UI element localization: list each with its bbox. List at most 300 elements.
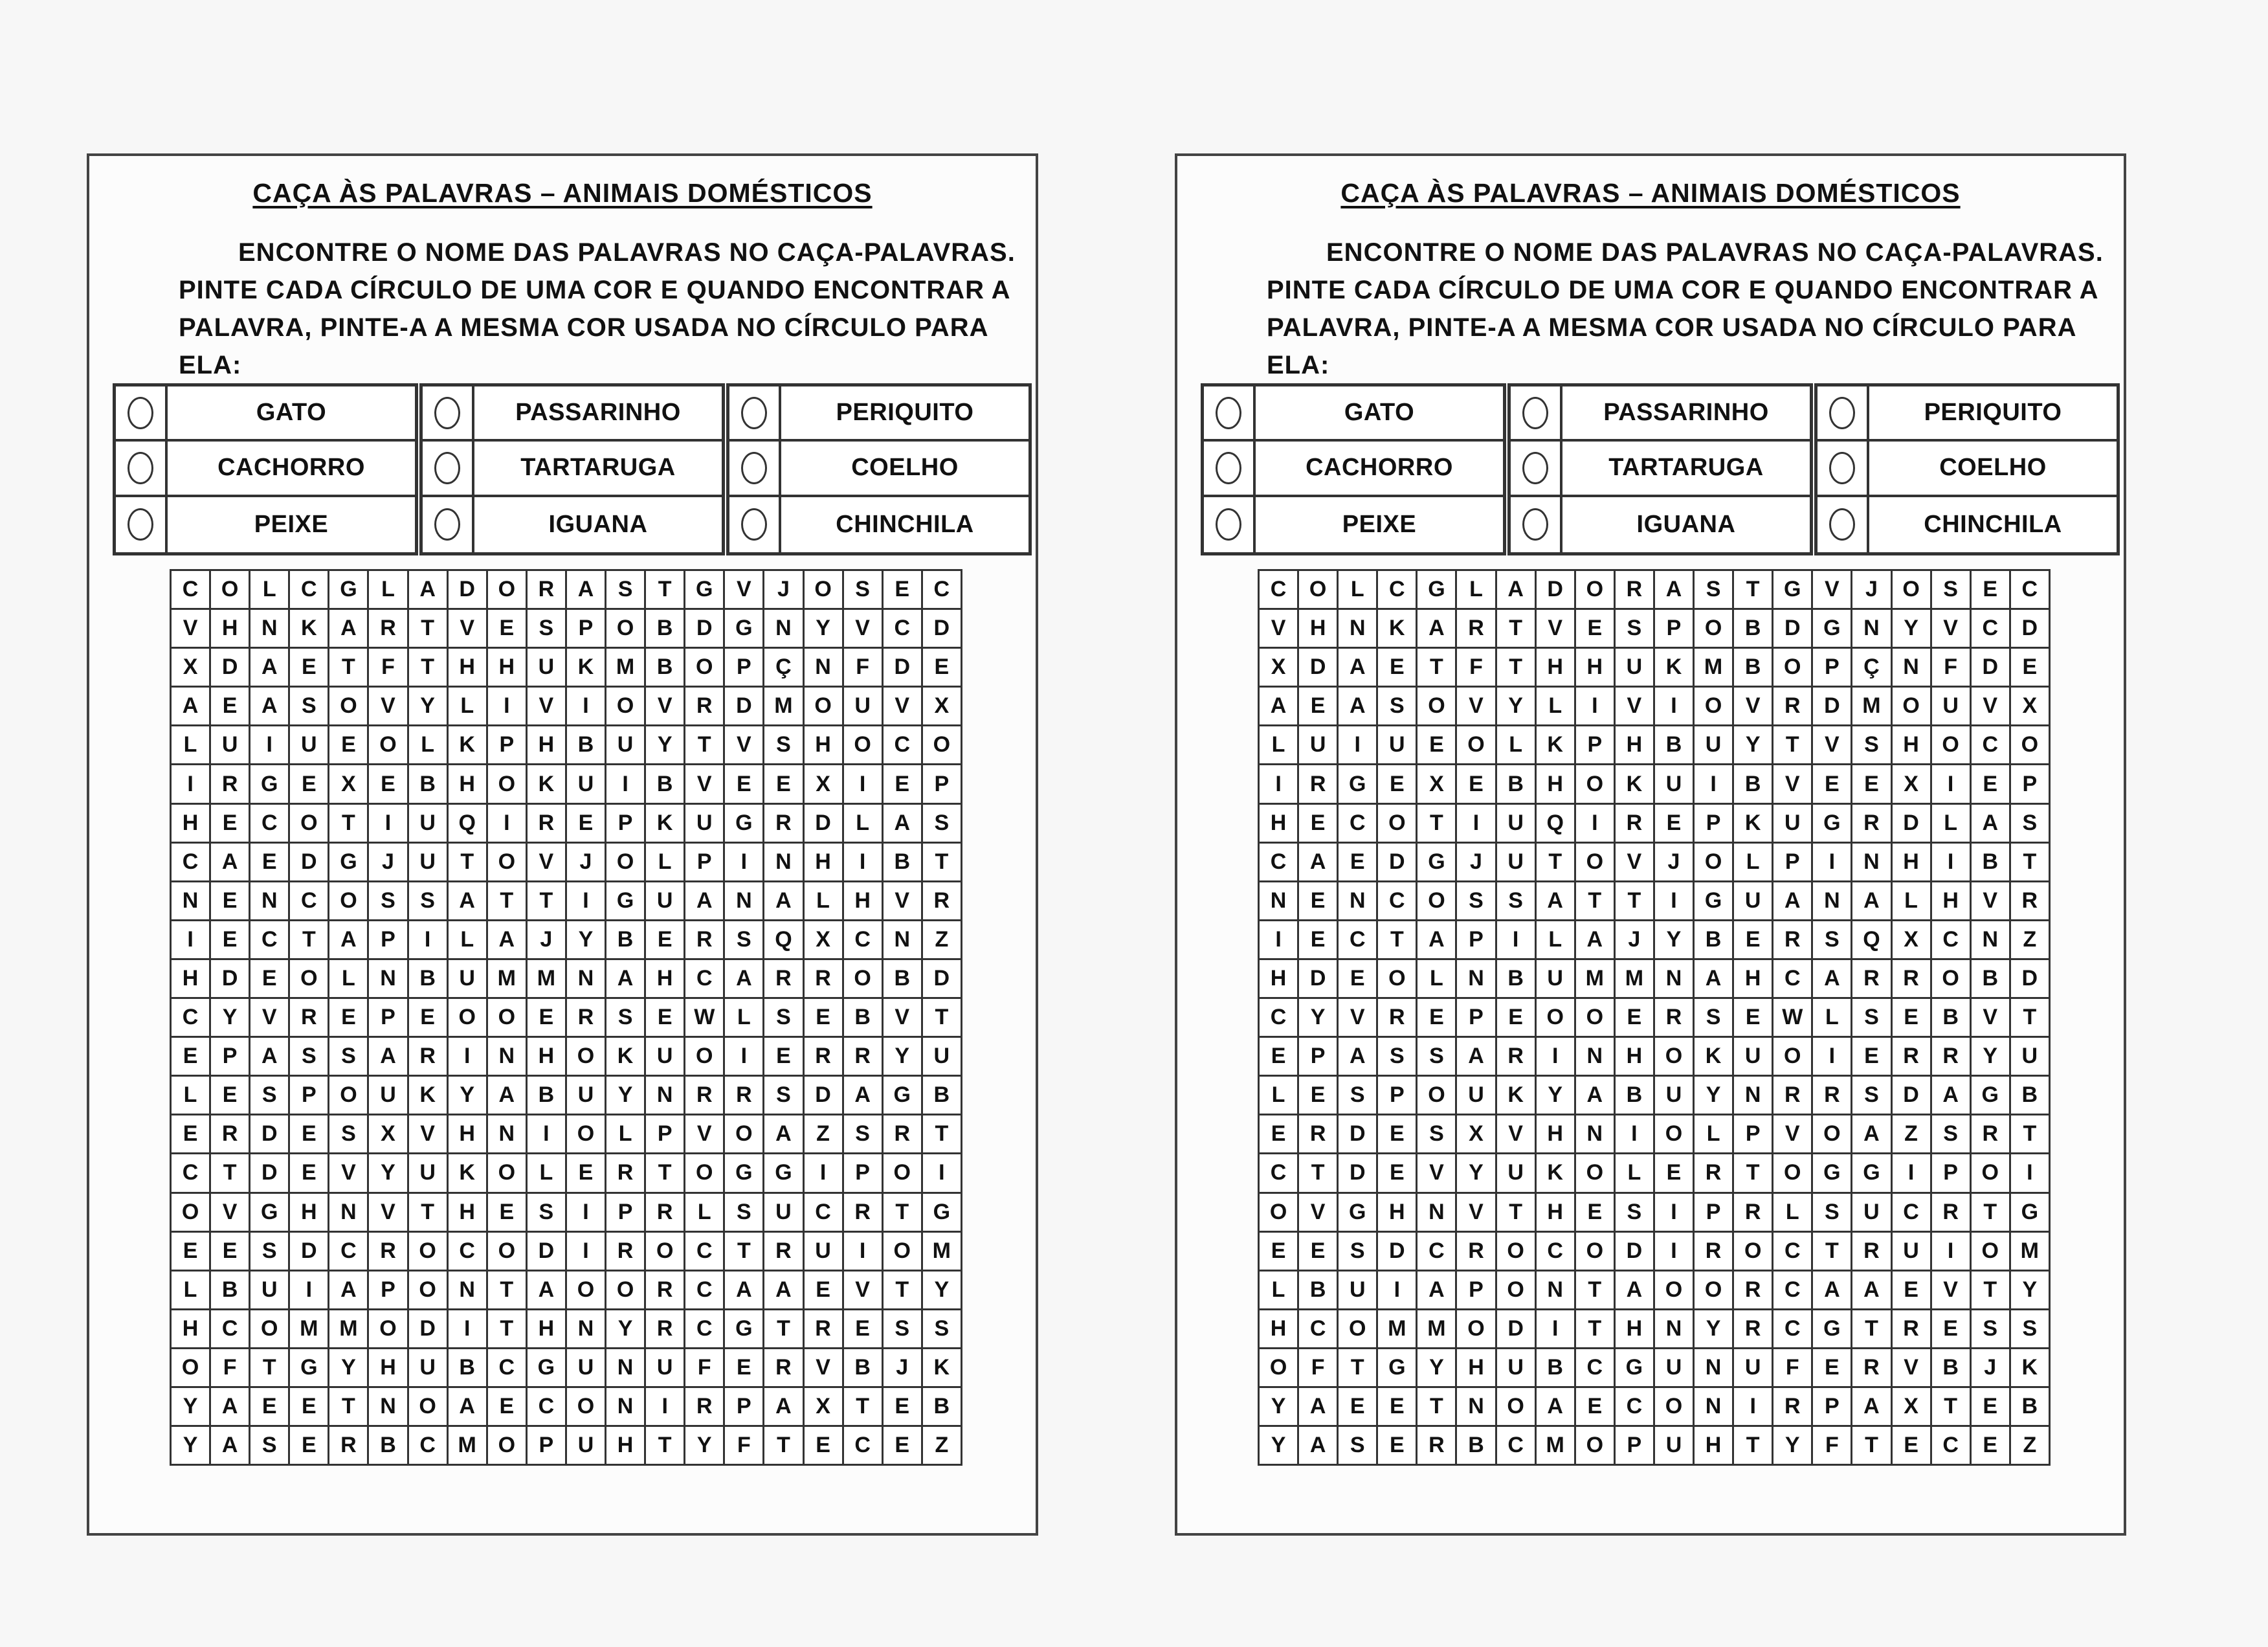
grid-cell[interactable]: S [1852,726,1891,765]
grid-cell[interactable]: R [210,1115,250,1154]
grid-cell[interactable]: O [2010,726,2049,765]
grid-cell[interactable]: V [882,998,922,1037]
grid-cell[interactable]: R [803,1037,843,1076]
grid-cell[interactable]: H [1733,959,1773,998]
grid-cell[interactable]: V [1535,609,1575,648]
grid-cell[interactable]: C [2010,570,2049,609]
grid-cell[interactable]: G [289,1348,329,1387]
grid-cell[interactable]: C [1259,998,1298,1037]
grid-cell[interactable]: G [1417,570,1456,609]
grid-cell[interactable]: N [803,648,843,687]
grid-cell[interactable]: C [526,1387,566,1426]
grid-cell[interactable]: O [1773,1037,1812,1076]
grid-cell[interactable]: K [1694,1037,1733,1076]
grid-cell[interactable]: H [1575,648,1614,687]
grid-cell[interactable]: T [250,1348,289,1387]
grid-cell[interactable]: O [1970,1154,2010,1193]
grid-cell[interactable]: T [1812,1231,1852,1270]
grid-cell[interactable]: M [1614,959,1654,998]
grid-cell[interactable]: C [487,1348,526,1387]
grid-cell[interactable]: K [645,803,685,842]
grid-cell[interactable]: P [526,1426,566,1465]
grid-cell[interactable]: N [487,1037,526,1076]
grid-cell[interactable]: M [606,648,645,687]
grid-cell[interactable]: S [1812,1193,1852,1231]
grid-cell[interactable]: B [408,765,447,803]
grid-cell[interactable]: B [1694,920,1733,959]
grid-cell[interactable]: T [1575,881,1614,920]
color-circle[interactable] [741,397,767,429]
grid-cell[interactable]: U [843,687,882,726]
grid-cell[interactable]: L [1259,726,1298,765]
grid-cell[interactable]: C [685,959,724,998]
grid-cell[interactable]: U [566,1076,605,1115]
grid-cell[interactable]: C [803,1193,843,1231]
grid-cell[interactable]: A [1575,920,1614,959]
grid-cell[interactable]: K [447,726,487,765]
grid-cell[interactable]: O [1773,648,1812,687]
grid-cell[interactable]: D [526,1231,566,1270]
grid-cell[interactable]: R [1298,1115,1338,1154]
grid-cell[interactable]: O [685,648,724,687]
grid-cell[interactable]: U [566,1426,605,1465]
grid-cell[interactable]: R [1812,1076,1852,1115]
grid-cell[interactable]: P [606,1193,645,1231]
grid-cell[interactable]: R [685,1387,724,1426]
grid-cell[interactable]: P [724,648,764,687]
grid-cell[interactable]: V [882,881,922,920]
grid-cell[interactable]: K [606,1037,645,1076]
grid-cell[interactable]: Y [803,609,843,648]
grid-cell[interactable]: M [764,687,803,726]
grid-cell[interactable]: T [724,1231,764,1270]
grid-cell[interactable]: E [1970,570,2010,609]
grid-cell[interactable]: N [1575,1115,1614,1154]
grid-cell[interactable]: T [289,920,329,959]
grid-cell[interactable]: X [1891,1387,1931,1426]
grid-cell[interactable]: U [408,842,447,881]
grid-cell[interactable]: E [289,1154,329,1193]
grid-cell[interactable]: R [1733,1270,1773,1309]
grid-cell[interactable]: V [1298,1193,1338,1231]
grid-cell[interactable]: R [606,1154,645,1193]
grid-cell[interactable]: B [447,1348,487,1387]
grid-cell[interactable]: E [487,1387,526,1426]
grid-cell[interactable]: B [1970,959,2010,998]
grid-cell[interactable]: C [1377,881,1417,920]
grid-cell[interactable]: P [1733,1115,1773,1154]
grid-cell[interactable]: M [487,959,526,998]
grid-cell[interactable]: P [1298,1037,1338,1076]
grid-cell[interactable]: S [526,1193,566,1231]
grid-cell[interactable]: L [1496,726,1535,765]
grid-cell[interactable]: E [1417,998,1456,1037]
grid-cell[interactable]: C [171,1154,210,1193]
grid-cell[interactable]: E [882,570,922,609]
grid-cell[interactable]: R [368,1231,408,1270]
grid-cell[interactable]: Y [1259,1387,1298,1426]
grid-cell[interactable]: Z [2010,1426,2049,1465]
grid-cell[interactable]: P [1931,1154,1970,1193]
grid-cell[interactable]: E [843,1309,882,1348]
grid-cell[interactable]: O [1970,1231,2010,1270]
grid-cell[interactable]: O [1654,1115,1693,1154]
grid-cell[interactable]: V [1931,1270,1970,1309]
grid-cell[interactable]: A [566,570,605,609]
grid-cell[interactable]: K [1535,1154,1575,1193]
grid-cell[interactable]: L [447,920,487,959]
grid-cell[interactable]: L [1812,998,1852,1037]
grid-cell[interactable]: S [922,803,961,842]
grid-cell[interactable]: S [843,570,882,609]
grid-cell[interactable]: A [1338,1037,1377,1076]
grid-cell[interactable]: A [1812,1270,1852,1309]
grid-cell[interactable]: C [210,1309,250,1348]
grid-cell[interactable]: A [1298,842,1338,881]
grid-cell[interactable]: B [210,1270,250,1309]
grid-cell[interactable]: U [1535,959,1575,998]
grid-cell[interactable]: T [1298,1154,1338,1193]
grid-cell[interactable]: C [1535,1231,1575,1270]
grid-cell[interactable]: L [1773,1193,1812,1231]
grid-cell[interactable]: E [803,998,843,1037]
grid-cell[interactable]: D [1891,1076,1931,1115]
grid-cell[interactable]: L [1259,1076,1298,1115]
grid-cell[interactable]: E [210,1231,250,1270]
grid-cell[interactable]: O [171,1193,210,1231]
grid-cell[interactable]: N [329,1193,368,1231]
grid-cell[interactable]: H [1298,609,1338,648]
grid-cell[interactable]: U [1733,1037,1773,1076]
grid-cell[interactable]: G [1417,842,1456,881]
grid-cell[interactable]: C [843,1426,882,1465]
grid-cell[interactable]: L [408,726,447,765]
grid-cell[interactable]: V [1970,998,2010,1037]
grid-cell[interactable]: B [526,1076,566,1115]
grid-cell[interactable]: D [685,609,724,648]
grid-cell[interactable]: R [526,570,566,609]
grid-cell[interactable]: T [487,1270,526,1309]
grid-cell[interactable]: D [922,959,961,998]
grid-cell[interactable]: R [1852,803,1891,842]
grid-cell[interactable]: N [1456,1387,1496,1426]
grid-cell[interactable]: B [2010,1387,2049,1426]
grid-cell[interactable]: R [1614,803,1654,842]
grid-cell[interactable]: P [566,609,605,648]
grid-cell[interactable]: B [843,1348,882,1387]
grid-cell[interactable]: B [645,609,685,648]
grid-cell[interactable]: T [645,570,685,609]
grid-cell[interactable]: O [1259,1348,1298,1387]
grid-cell[interactable]: L [368,570,408,609]
grid-cell[interactable]: U [606,726,645,765]
grid-cell[interactable]: B [566,726,605,765]
grid-cell[interactable]: E [1733,998,1773,1037]
grid-cell[interactable]: T [843,1387,882,1426]
grid-cell[interactable]: X [2010,687,2049,726]
grid-cell[interactable]: C [289,881,329,920]
grid-cell[interactable]: N [1852,609,1891,648]
grid-cell[interactable]: V [1970,881,2010,920]
grid-cell[interactable]: S [1417,1037,1456,1076]
grid-cell[interactable]: O [1259,1193,1298,1231]
grid-cell[interactable]: B [368,1426,408,1465]
grid-cell[interactable]: X [1891,920,1931,959]
grid-cell[interactable]: U [764,1193,803,1231]
grid-cell[interactable]: S [289,687,329,726]
grid-cell[interactable]: Y [1694,1309,1733,1348]
grid-cell[interactable]: N [1694,1387,1733,1426]
grid-cell[interactable]: T [408,609,447,648]
grid-cell[interactable]: V [1773,765,1812,803]
grid-cell[interactable]: O [685,1037,724,1076]
grid-cell[interactable]: V [724,726,764,765]
grid-cell[interactable]: Y [1733,726,1773,765]
grid-cell[interactable]: V [250,998,289,1037]
grid-cell[interactable]: V [843,1270,882,1309]
grid-cell[interactable]: O [1694,609,1733,648]
grid-cell[interactable]: U [1891,1231,1931,1270]
grid-cell[interactable]: D [2010,959,2049,998]
grid-cell[interactable]: V [1456,687,1496,726]
grid-cell[interactable]: W [685,998,724,1037]
grid-cell[interactable]: O [1812,1115,1852,1154]
grid-cell[interactable]: D [447,570,487,609]
grid-cell[interactable]: L [645,842,685,881]
grid-cell[interactable]: F [843,648,882,687]
grid-cell[interactable]: B [606,920,645,959]
grid-cell[interactable]: E [1298,881,1338,920]
grid-cell[interactable]: D [1298,959,1338,998]
grid-cell[interactable]: O [1694,1270,1733,1309]
grid-cell[interactable]: G [2010,1193,2049,1231]
grid-cell[interactable]: H [1259,803,1298,842]
grid-cell[interactable]: N [447,1270,487,1309]
grid-cell[interactable]: C [922,570,961,609]
grid-cell[interactable]: E [368,765,408,803]
grid-cell[interactable]: I [803,1154,843,1193]
grid-cell[interactable]: E [1970,1387,2010,1426]
grid-cell[interactable]: E [1575,1193,1614,1231]
grid-cell[interactable]: C [882,726,922,765]
grid-cell[interactable]: R [685,1076,724,1115]
grid-cell[interactable]: X [803,765,843,803]
grid-cell[interactable]: B [1496,765,1535,803]
grid-cell[interactable]: H [1614,1309,1654,1348]
grid-cell[interactable]: U [210,726,250,765]
grid-cell[interactable]: S [922,1309,961,1348]
grid-cell[interactable]: O [882,1154,922,1193]
grid-cell[interactable]: P [1812,648,1852,687]
grid-cell[interactable]: A [882,803,922,842]
grid-cell[interactable]: O [1654,1037,1693,1076]
grid-cell[interactable]: A [447,881,487,920]
grid-cell[interactable]: C [1259,570,1298,609]
grid-cell[interactable]: I [1654,1193,1693,1231]
grid-cell[interactable]: E [1259,1115,1298,1154]
grid-cell[interactable]: R [645,1270,685,1309]
grid-cell[interactable]: Y [685,1426,724,1465]
grid-cell[interactable]: C [1259,842,1298,881]
grid-cell[interactable]: P [685,842,724,881]
grid-cell[interactable]: E [289,1387,329,1426]
grid-cell[interactable]: H [1535,1193,1575,1231]
grid-cell[interactable]: T [1733,570,1773,609]
grid-cell[interactable]: B [2010,1076,2049,1115]
grid-cell[interactable]: R [1891,1037,1931,1076]
grid-cell[interactable]: C [171,998,210,1037]
grid-cell[interactable]: O [329,687,368,726]
grid-cell[interactable]: H [171,803,210,842]
grid-cell[interactable]: E [1259,1231,1298,1270]
grid-cell[interactable]: M [329,1309,368,1348]
grid-cell[interactable]: H [171,1309,210,1348]
grid-cell[interactable]: R [1852,1231,1891,1270]
grid-cell[interactable]: E [922,648,961,687]
grid-cell[interactable]: T [882,1270,922,1309]
grid-cell[interactable]: H [1259,1309,1298,1348]
grid-cell[interactable]: O [368,726,408,765]
grid-cell[interactable]: U [645,1037,685,1076]
grid-cell[interactable]: E [1338,1387,1377,1426]
grid-cell[interactable]: P [2010,765,2049,803]
grid-cell[interactable]: E [1377,765,1417,803]
grid-cell[interactable]: N [566,1309,605,1348]
grid-cell[interactable]: R [1891,1309,1931,1348]
grid-cell[interactable]: P [1694,1193,1733,1231]
grid-cell[interactable]: L [526,1154,566,1193]
grid-cell[interactable]: T [764,1309,803,1348]
grid-cell[interactable]: U [922,1037,961,1076]
grid-cell[interactable]: J [368,842,408,881]
grid-cell[interactable]: D [1970,648,2010,687]
grid-cell[interactable]: E [250,959,289,998]
grid-cell[interactable]: A [250,648,289,687]
grid-cell[interactable]: G [1773,570,1812,609]
grid-cell[interactable]: Z [922,920,961,959]
grid-cell[interactable]: N [1417,1193,1456,1231]
grid-cell[interactable]: P [368,920,408,959]
grid-cell[interactable]: U [1496,1154,1535,1193]
grid-cell[interactable]: Y [566,920,605,959]
grid-cell[interactable]: R [1773,1387,1812,1426]
grid-cell[interactable]: O [1377,959,1417,998]
grid-cell[interactable]: I [1891,1154,1931,1193]
grid-cell[interactable]: C [1614,1387,1654,1426]
grid-cell[interactable]: H [843,881,882,920]
grid-cell[interactable]: E [764,1037,803,1076]
grid-cell[interactable]: E [250,1387,289,1426]
grid-cell[interactable]: E [171,1037,210,1076]
grid-cell[interactable]: O [329,881,368,920]
grid-cell[interactable]: X [1891,765,1931,803]
grid-cell[interactable]: P [1456,998,1496,1037]
grid-cell[interactable]: U [645,881,685,920]
grid-cell[interactable]: A [764,1270,803,1309]
grid-cell[interactable]: R [1456,609,1496,648]
grid-cell[interactable]: S [250,1426,289,1465]
grid-cell[interactable]: Ç [1852,648,1891,687]
grid-cell[interactable]: S [1931,570,1970,609]
grid-cell[interactable]: S [606,998,645,1037]
grid-cell[interactable]: H [447,1193,487,1231]
grid-cell[interactable]: H [368,1348,408,1387]
grid-cell[interactable]: H [1891,726,1931,765]
grid-cell[interactable]: O [566,1270,605,1309]
grid-cell[interactable]: O [1338,1309,1377,1348]
grid-cell[interactable]: Q [764,920,803,959]
grid-cell[interactable]: A [210,842,250,881]
grid-cell[interactable]: U [1654,1426,1693,1465]
grid-cell[interactable]: I [1931,1231,1970,1270]
grid-cell[interactable]: S [1338,1231,1377,1270]
grid-cell[interactable]: O [1654,1270,1693,1309]
grid-cell[interactable]: S [1694,570,1733,609]
grid-cell[interactable]: H [447,1115,487,1154]
grid-cell[interactable]: O [1733,1231,1773,1270]
color-circle[interactable] [1829,397,1855,429]
grid-cell[interactable]: V [724,570,764,609]
grid-cell[interactable]: I [526,1115,566,1154]
grid-cell[interactable]: X [329,765,368,803]
color-circle[interactable] [1522,452,1548,484]
grid-cell[interactable]: B [1931,998,1970,1037]
grid-cell[interactable]: T [408,1193,447,1231]
grid-cell[interactable]: A [210,1387,250,1426]
grid-cell[interactable]: N [724,881,764,920]
grid-cell[interactable]: R [764,1231,803,1270]
grid-cell[interactable]: K [289,609,329,648]
grid-cell[interactable]: C [289,570,329,609]
grid-cell[interactable]: C [1773,1270,1812,1309]
grid-cell[interactable]: C [1970,609,2010,648]
grid-cell[interactable]: T [1931,1387,1970,1426]
grid-cell[interactable]: O [1456,726,1496,765]
grid-cell[interactable]: I [1575,687,1614,726]
grid-cell[interactable]: P [487,726,526,765]
grid-cell[interactable]: O [1654,1387,1693,1426]
color-circle[interactable] [1522,397,1548,429]
grid-cell[interactable]: P [843,1154,882,1193]
color-circle[interactable] [741,508,767,541]
grid-cell[interactable]: N [606,1348,645,1387]
grid-cell[interactable]: E [1417,726,1456,765]
grid-cell[interactable]: L [1535,687,1575,726]
grid-cell[interactable]: M [289,1309,329,1348]
grid-cell[interactable]: R [1891,959,1931,998]
grid-cell[interactable]: E [1259,1037,1298,1076]
grid-cell[interactable]: O [1298,570,1338,609]
grid-cell[interactable]: L [843,803,882,842]
grid-cell[interactable]: O [368,1309,408,1348]
grid-cell[interactable]: J [1654,842,1693,881]
grid-cell[interactable]: O [487,765,526,803]
grid-cell[interactable]: U [250,1270,289,1309]
grid-cell[interactable]: C [1970,726,2010,765]
grid-cell[interactable]: C [1773,1309,1812,1348]
grid-cell[interactable]: B [1733,648,1773,687]
color-circle[interactable] [434,452,460,484]
grid-cell[interactable]: U [526,648,566,687]
grid-cell[interactable]: O [487,1426,526,1465]
grid-cell[interactable]: I [447,1037,487,1076]
grid-cell[interactable]: S [1338,1426,1377,1465]
grid-cell[interactable]: E [1654,803,1693,842]
grid-cell[interactable]: E [1970,1426,2010,1465]
grid-cell[interactable]: R [685,920,724,959]
grid-cell[interactable]: F [1456,648,1496,687]
grid-cell[interactable]: Y [1891,609,1931,648]
